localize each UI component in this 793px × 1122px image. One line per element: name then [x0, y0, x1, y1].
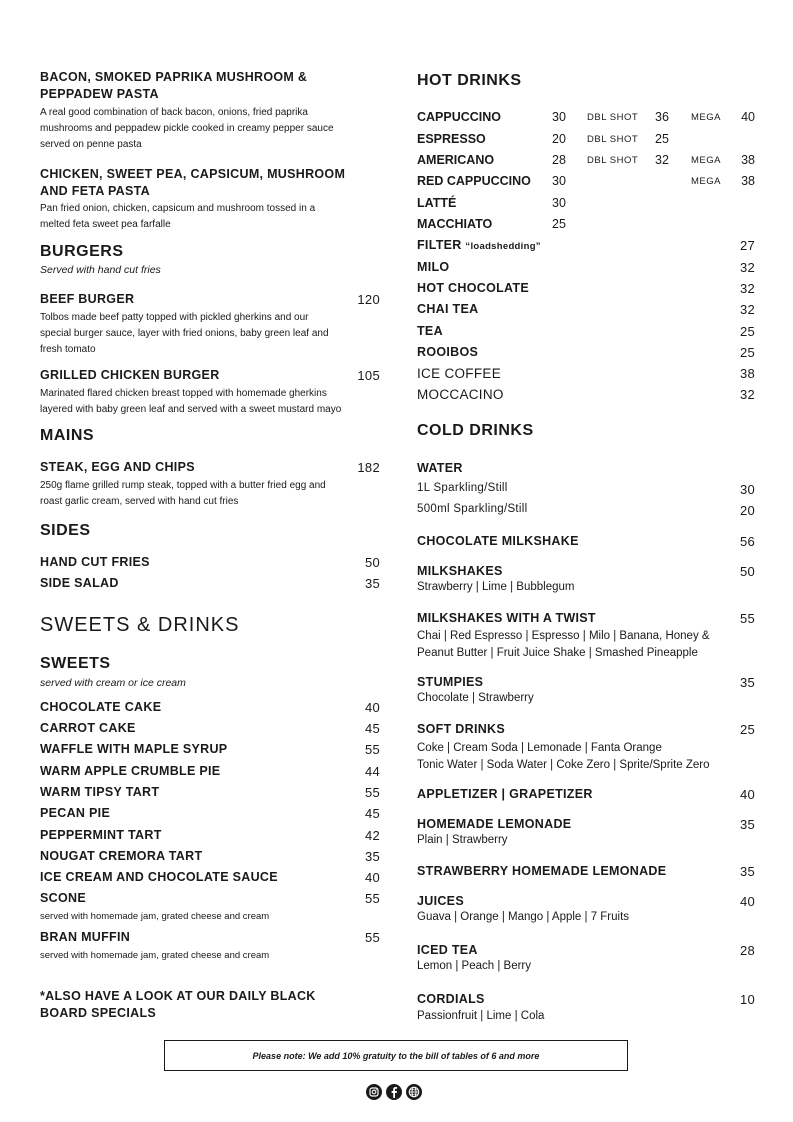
hot-drink-price: 25 [739, 345, 755, 360]
chicken-burger-desc-line2: layered with baby green leaf and served with a sweet mustard mayo [40, 404, 342, 415]
moccacino-row [417, 387, 755, 402]
pasta2-title-line2: AND FETA PASTA [40, 184, 150, 198]
cold-drinks-heading: COLD DRINKS [417, 422, 534, 439]
hot-drinks-heading: HOT DRINKS [417, 72, 522, 89]
sweet-item-price: 40 [364, 870, 380, 885]
sweet-item-name: CHOCOLATE CAKE [40, 700, 162, 714]
milkshakes-price: 50 [739, 564, 755, 579]
sweets-subheading: served with cream or ice cream [40, 677, 186, 689]
hot-drink-name: HOT CHOCOLATE [417, 281, 529, 295]
sweets-drinks-title: SWEETS & DRINKS [40, 614, 240, 636]
twist-name: MILKSHAKES WITH A TWIST [417, 611, 596, 625]
facebook-icon[interactable] [386, 1084, 402, 1100]
globe-icon[interactable] [406, 1084, 422, 1100]
pasta2-title [40, 166, 345, 200]
espresso-name: ESPRESSO [417, 132, 486, 146]
pasta1-desc [40, 105, 370, 153]
iced-tea-price: 28 [739, 943, 755, 958]
pasta1-title [40, 69, 307, 103]
iced-tea-name: ICED TEA [417, 943, 478, 957]
hot-drink-price: 32 [739, 260, 755, 275]
filter-price: 27 [739, 238, 755, 253]
hot-drink-item [417, 345, 755, 359]
muffin-price: 55 [364, 930, 380, 945]
stumpies-price: 35 [739, 675, 755, 690]
hot-drink-item [417, 281, 755, 295]
filter-note: “loadshedding” [465, 241, 541, 252]
milkshakes-desc: Strawberry | Lime | Bubblegum [417, 581, 575, 593]
americano-row [417, 153, 755, 173]
burgers-subheading: Served with hand cut fries [40, 264, 161, 276]
gratuity-note [164, 1040, 628, 1071]
sweet-item-name: PECAN PIE [40, 806, 111, 820]
beef-burger-desc-line2: special burger sauce, layer with fried onions, baby green leaf and [40, 328, 329, 339]
pasta1-title-line1: BACON, SMOKED PAPRIKA MUSHROOM & [40, 70, 308, 84]
pasta2-desc-line2: melted feta sweet pea farfalle [40, 219, 171, 230]
hot-drink-price: 25 [739, 324, 755, 339]
chicken-burger-desc [40, 386, 380, 418]
hot-drink-name: TEA [417, 324, 443, 338]
twist-desc-line1: Chai | Red Espresso | Espresso | Milo | Banana, Honey & [417, 630, 710, 642]
sweet-item [40, 764, 380, 778]
soft-drinks-desc-line1: Coke | Cream Soda | Lemonade | Fanta Orange [417, 742, 662, 754]
sweet-item [40, 849, 380, 863]
latte-name: LATTÉ [417, 196, 457, 210]
chicken-burger-price: 105 [357, 368, 380, 383]
latte-price: 30 [552, 196, 566, 210]
juices-name: JUICES [417, 894, 464, 908]
chicken-burger-row [40, 368, 380, 382]
water-item-name: 1L Sparkling/Still [417, 482, 508, 494]
soft-drinks-name: SOFT DRINKS [417, 722, 506, 736]
burgers-heading: BURGERS [40, 243, 124, 260]
muffin-desc: served with homemade jam, grated cheese and cream [40, 950, 270, 961]
sweet-item [40, 785, 380, 799]
appletizer-price: 40 [739, 787, 755, 802]
water-item-name: 500ml Sparkling/Still [417, 503, 528, 515]
espresso-dbl-label: DBL SHOT [587, 134, 639, 145]
pasta2-title-line1: CHICKEN, SWEET PEA, CAPSICUM, MUSHROOM [40, 167, 346, 181]
water-item-price: 30 [739, 482, 755, 497]
sweet-item [40, 870, 380, 884]
steak-row [40, 460, 380, 474]
sweet-item [40, 806, 380, 820]
sides-heading: SIDES [40, 522, 91, 539]
soft-drinks-price: 25 [739, 722, 755, 737]
lemonade-price: 35 [739, 817, 755, 832]
water-item-price: 20 [739, 503, 755, 518]
milkshakes-row [417, 564, 755, 578]
side-item-name: HAND CUT FRIES [40, 555, 150, 569]
cordials-row [417, 992, 755, 1006]
social-icons [366, 1084, 422, 1100]
side-item-price: 50 [364, 555, 380, 570]
soft-drinks-desc-line2: Tonic Water | Soda Water | Coke Zero | Sprite/Sprite Zero [417, 759, 710, 771]
juices-price: 40 [739, 894, 755, 909]
macchiato-row [417, 217, 755, 237]
espresso-price: 20 [552, 132, 566, 146]
cordials-name: CORDIALS [417, 992, 485, 1006]
ice-coffee-row [417, 366, 755, 381]
beef-burger-price: 120 [357, 292, 380, 307]
instagram-icon[interactable] [366, 1084, 382, 1100]
twist-desc [417, 628, 710, 662]
specials-note [40, 988, 316, 1022]
hot-drink-item [417, 324, 755, 338]
macchiato-price: 25 [552, 217, 566, 231]
appletizer-row [417, 787, 755, 801]
pasta1-desc-line2: mushrooms and peppadew pickle cooked in creamy pepper sauce [40, 123, 334, 134]
sweet-item [40, 721, 380, 735]
hot-drink-item [417, 260, 755, 274]
twist-desc-line2: Peanut Butter | Fruit Juice Shake | Smashed Pineapple [417, 647, 698, 659]
lemonade-desc: Plain | Strawberry [417, 834, 508, 846]
pasta2-desc [40, 201, 370, 233]
specials-note-line2: BOARD SPECIALS [40, 1006, 157, 1020]
red-cappuccino-mega-label: MEGA [691, 176, 721, 187]
water-title [417, 461, 755, 475]
americano-mega-label: MEGA [691, 155, 721, 166]
choc-milkshake-row [417, 534, 755, 548]
moccacino-name: MOCCACINO [417, 387, 504, 402]
pasta1-desc-line3: served on penne pasta [40, 139, 142, 150]
juices-desc: Guava | Orange | Mango | Apple | 7 Fruits [417, 911, 630, 923]
sweet-item-name: ICE CREAM AND CHOCOLATE SAUCE [40, 870, 278, 884]
scone-row [40, 891, 380, 905]
side-item [40, 555, 380, 569]
filter-row [417, 238, 755, 252]
gratuity-note-text: Please note: We add 10% gratuity to the bill of tables of 6 and more [252, 1050, 540, 1061]
stumpies-name: STUMPIES [417, 675, 484, 689]
americano-dbl-price: 32 [655, 153, 669, 167]
choc-milkshake-price: 56 [739, 534, 755, 549]
red-cappuccino-mega-price: 38 [741, 174, 755, 188]
strawberry-lemonade-price: 35 [739, 864, 755, 879]
hot-drink-name: CHAI TEA [417, 302, 479, 316]
beef-burger-desc [40, 310, 380, 358]
scone-price: 55 [364, 891, 380, 906]
juices-row [417, 894, 755, 908]
cappuccino-price: 30 [552, 110, 566, 124]
chicken-burger-name: GRILLED CHICKEN BURGER [40, 368, 220, 382]
chicken-burger-desc-line1: Marinated flared chicken breast topped with homemade gherkins [40, 388, 327, 399]
strawberry-lemonade-name: STRAWBERRY HOMEMADE LEMONADE [417, 864, 667, 878]
cappuccino-row [417, 110, 755, 130]
cappuccino-dbl-price: 36 [655, 110, 669, 124]
sweet-item-price: 35 [364, 849, 380, 864]
americano-price: 28 [552, 153, 566, 167]
sweet-item-name: CARROT CAKE [40, 721, 136, 735]
water-item [417, 482, 755, 497]
ice-coffee-price: 38 [739, 366, 755, 381]
pasta1-title-line2: PEPPADEW PASTA [40, 87, 159, 101]
strawberry-lemonade-row [417, 864, 755, 878]
stumpies-row [417, 675, 755, 689]
steak-price: 182 [357, 460, 380, 475]
iced-tea-row [417, 943, 755, 957]
sweet-item [40, 828, 380, 842]
water-item [417, 503, 755, 518]
steak-name: STEAK, EGG AND CHIPS [40, 460, 195, 474]
steak-desc-line2: roast garlic cream, served with hand cut fries [40, 496, 239, 507]
muffin-name: BRAN MUFFIN [40, 930, 131, 944]
moccacino-price: 32 [739, 387, 755, 402]
ice-coffee-name: ICE COFFEE [417, 366, 502, 381]
beef-burger-desc-line3: fresh tomato [40, 344, 96, 355]
sweet-item-name: WARM APPLE CRUMBLE PIE [40, 764, 221, 778]
sweet-item-name: WARM TIPSY TART [40, 785, 160, 799]
sweet-item [40, 742, 380, 756]
iced-tea-desc: Lemon | Peach | Berry [417, 960, 532, 972]
steak-desc-line1: 250g flame grilled rump steak, topped with a butter fried egg and [40, 480, 326, 491]
twist-row [417, 611, 755, 625]
choc-milkshake-name: CHOCOLATE MILKSHAKE [417, 534, 579, 548]
cappuccino-dbl-label: DBL SHOT [587, 112, 639, 123]
appletizer-name: APPLETIZER | GRAPETIZER [417, 787, 593, 801]
red-cappuccino-row [417, 174, 755, 194]
sweet-item-name: NOUGAT CREMORA TART [40, 849, 203, 863]
sweet-item-price: 45 [364, 806, 380, 821]
stumpies-desc: Chocolate | Strawberry [417, 692, 534, 704]
sweet-item [40, 700, 380, 714]
espresso-row [417, 132, 755, 152]
hot-drink-price: 32 [739, 281, 755, 296]
scone-name: SCONE [40, 891, 86, 905]
side-item [40, 576, 380, 590]
cordials-price: 10 [739, 992, 755, 1007]
specials-note-line1: *ALSO HAVE A LOOK AT OUR DAILY BLACK [40, 989, 316, 1003]
soft-drinks-desc [417, 740, 710, 774]
macchiato-name: MACCHIATO [417, 217, 493, 231]
sweet-item-price: 55 [364, 785, 380, 800]
cordials-desc: Passionfruit | Lime | Cola [417, 1010, 545, 1022]
hot-drink-name: ROOIBOS [417, 345, 479, 359]
sweet-item-price: 55 [364, 742, 380, 757]
pasta1-desc-line1: A real good combination of back bacon, onions, fried paprika [40, 107, 308, 118]
twist-price: 55 [739, 611, 755, 626]
sweet-item-price: 45 [364, 721, 380, 736]
water-name: WATER [417, 461, 463, 475]
filter-name: FILTER [417, 238, 462, 252]
soft-drinks-row [417, 722, 755, 736]
red-cappuccino-name: RED CAPPUCCINO [417, 174, 531, 188]
cappuccino-name: CAPPUCCINO [417, 110, 502, 124]
beef-burger-row [40, 292, 380, 306]
sweet-item-price: 42 [364, 828, 380, 843]
sweet-item-name: PEPPERMINT TART [40, 828, 162, 842]
muffin-row [40, 930, 380, 944]
sweet-item-price: 40 [364, 700, 380, 715]
side-item-price: 35 [364, 576, 380, 591]
beef-burger-name: BEEF BURGER [40, 292, 135, 306]
hot-drink-price: 32 [739, 302, 755, 317]
mains-heading: MAINS [40, 427, 95, 444]
cappuccino-mega-price: 40 [741, 110, 755, 124]
americano-dbl-label: DBL SHOT [587, 155, 639, 166]
red-cappuccino-price: 30 [552, 174, 566, 188]
pasta2-desc-line1: Pan fried onion, chicken, capsicum and mushroom tossed in a [40, 203, 316, 214]
scone-desc: served with homemade jam, grated cheese and cream [40, 911, 270, 922]
cappuccino-mega-label: MEGA [691, 112, 721, 123]
americano-name: AMERICANO [417, 153, 495, 167]
milkshakes-name: MILKSHAKES [417, 564, 503, 578]
beef-burger-desc-line1: Tolbos made beef patty topped with pickled gherkins and our [40, 312, 309, 323]
steak-desc [40, 478, 380, 510]
americano-mega-price: 38 [741, 153, 755, 167]
hot-drink-name: MILO [417, 260, 450, 274]
lemonade-row [417, 817, 755, 831]
hot-drink-item [417, 302, 755, 316]
side-item-name: SIDE SALAD [40, 576, 119, 590]
latte-row [417, 196, 755, 216]
sweet-item-price: 44 [364, 764, 380, 779]
lemonade-name: HOMEMADE LEMONADE [417, 817, 572, 831]
sweet-item-name: WAFFLE WITH MAPLE SYRUP [40, 742, 228, 756]
sweets-heading: SWEETS [40, 655, 111, 672]
espresso-dbl-price: 25 [655, 132, 669, 146]
